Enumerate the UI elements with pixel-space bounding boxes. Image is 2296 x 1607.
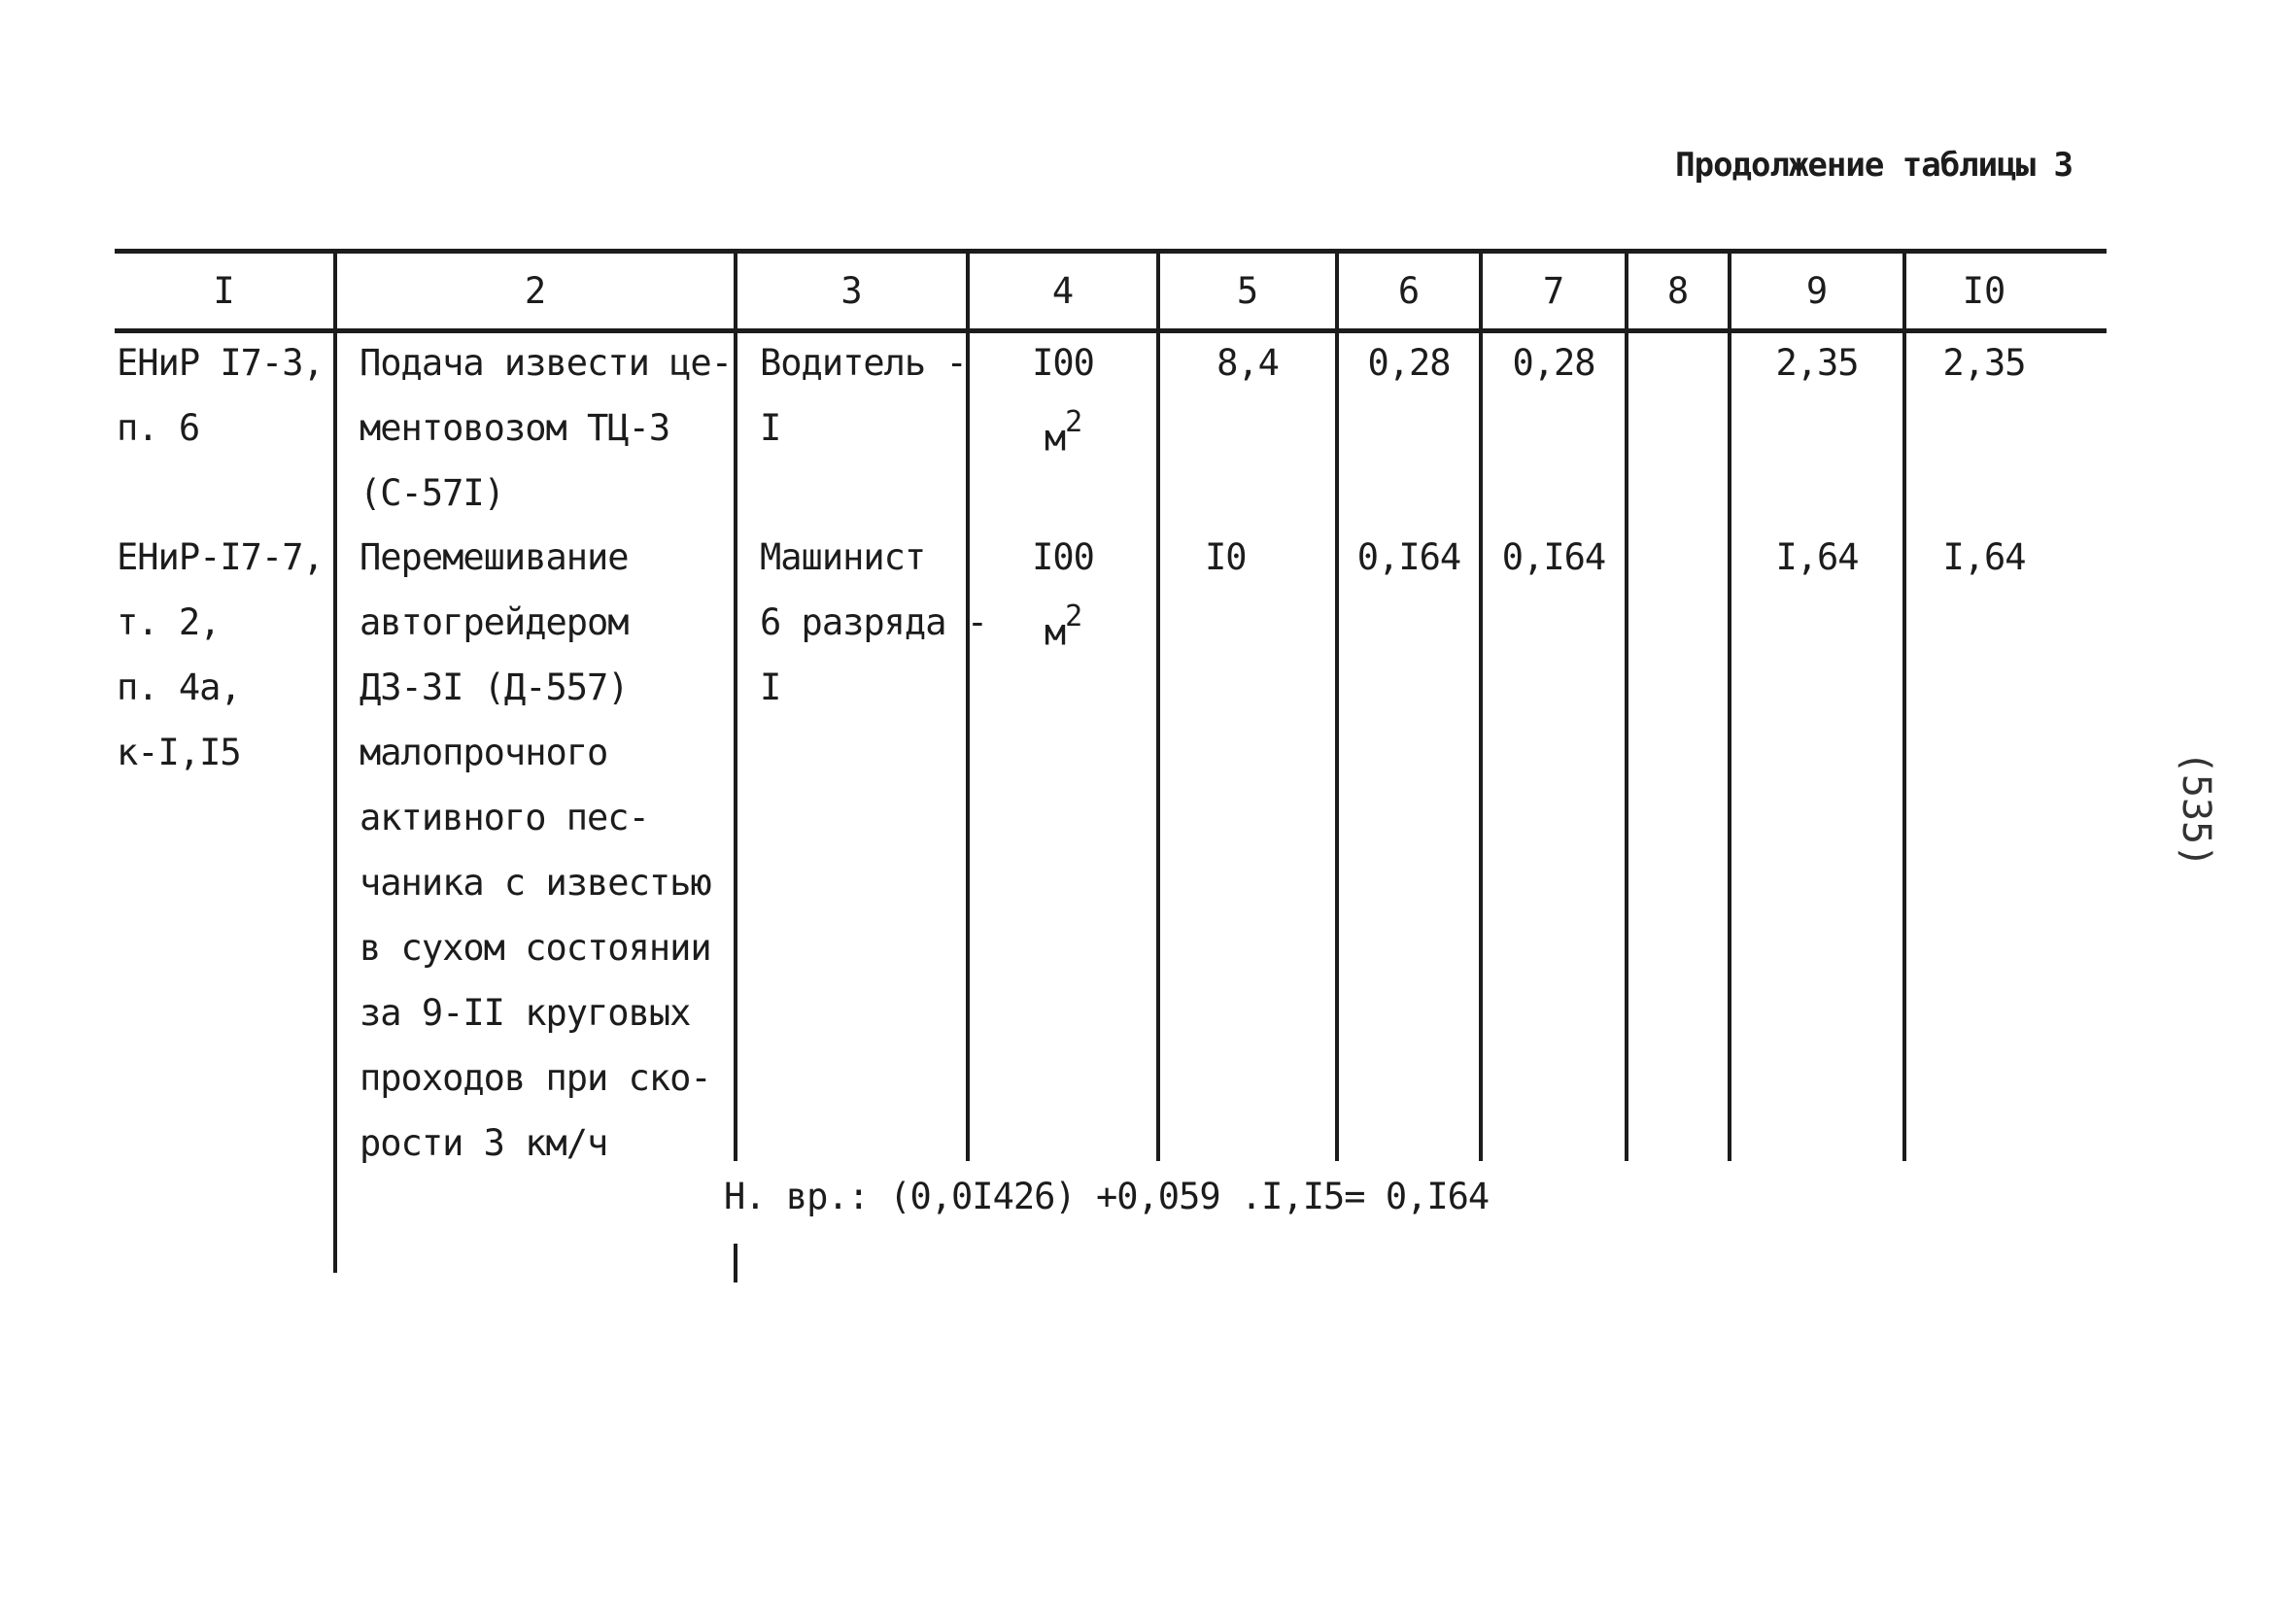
- row1-staff: [760, 330, 967, 461]
- header-col-9: 9: [1805, 270, 1829, 312]
- row2-code-line: ЕНиР-I7-7,: [117, 536, 324, 578]
- row2-description: [360, 525, 711, 1176]
- col-divider-7: [1625, 253, 1628, 1161]
- row1-unit-measure: $м^2$: [1044, 405, 1082, 460]
- header-col-8: 8: [1666, 270, 1690, 312]
- row2-staff-line: Машинист: [760, 536, 926, 578]
- col-divider-1: [333, 253, 337, 1273]
- row2-description-line: в сухом состоянии: [360, 927, 711, 969]
- row2-col7: 0,I64: [1501, 536, 1606, 578]
- row2-col5: I0: [1205, 536, 1247, 578]
- side-page-number: (535): [2174, 750, 2219, 869]
- row2-unit: [970, 525, 1156, 665]
- row1-staff-line: I: [760, 407, 781, 449]
- header-col-3: 3: [840, 270, 863, 312]
- row2-description-line: проходов при ско-: [360, 1057, 711, 1099]
- row1-description-line: Подача извести це-: [360, 342, 732, 384]
- row1-unit: [970, 330, 1156, 470]
- row2-staff-line: I: [760, 667, 781, 708]
- col-divider-2: [734, 253, 737, 1161]
- row1-unit-value: I00: [1032, 342, 1094, 384]
- row1-description-line: ментовозом ТЦ-3: [360, 407, 670, 449]
- header-col-5: 5: [1236, 270, 1259, 312]
- row2-col10: I,64: [1942, 536, 2026, 578]
- row2-staff-line: 6 разряда -: [760, 601, 988, 643]
- row2-description-line: малопрочного: [360, 732, 608, 773]
- row2-staff: [760, 525, 987, 720]
- header-col-4: 4: [1051, 270, 1075, 312]
- header-col-7: 7: [1542, 270, 1565, 312]
- row2-description-line: автогрейдером: [360, 601, 629, 643]
- header-col-2: 2: [524, 270, 547, 312]
- row2-description-line: чаника с известью: [360, 862, 711, 904]
- row1-col5: 8,4: [1217, 342, 1279, 384]
- row1-code-line: п. 6: [117, 407, 200, 449]
- row1-description-line: (С-57I): [360, 472, 504, 514]
- row1-staff-line: Водитель -: [760, 342, 967, 384]
- row2-description-line: за 9-II круговых: [360, 992, 691, 1034]
- row1-col7: 0,28: [1512, 342, 1595, 384]
- time-norm-formula: Н. вр.: (0,0I426) +0,059 .I,I5= 0,I64: [724, 1176, 1490, 1217]
- table-top-rule: [115, 249, 2107, 254]
- row1-col9: 2,35: [1775, 342, 1859, 384]
- row2-description-line: Перемешивание: [360, 536, 629, 578]
- row2-code-line: к-I,I5: [117, 732, 241, 773]
- row2-code-line: т. 2,: [117, 601, 221, 643]
- header-col-10: I0: [1962, 270, 2006, 312]
- row1-col6: 0,28: [1367, 342, 1451, 384]
- header-col-1: I: [213, 270, 235, 312]
- header-col-6: 6: [1397, 270, 1421, 312]
- table-caption: Продолжение таблицы 3: [1675, 146, 2073, 185]
- row2-code-line: п. 4а,: [117, 667, 241, 708]
- row2-description-line: активного пес-: [360, 797, 649, 838]
- row2-description-line: ДЗ-3I (Д-557): [360, 667, 629, 708]
- col-divider-2-stub: [734, 1244, 737, 1282]
- row2-col9: I,64: [1775, 536, 1859, 578]
- row1-description: [360, 330, 732, 526]
- row2-unit-measure: $м^2$: [1044, 599, 1082, 654]
- row2-col6: 0,I64: [1356, 536, 1461, 578]
- row2-unit-value: I00: [1032, 536, 1094, 578]
- row2-code: [117, 525, 324, 785]
- row1-col10: 2,35: [1942, 342, 2026, 384]
- row2-description-line: рости 3 км/ч: [360, 1122, 608, 1164]
- row1-code: [117, 330, 324, 461]
- row1-code-line: ЕНиР I7-3,: [117, 342, 324, 384]
